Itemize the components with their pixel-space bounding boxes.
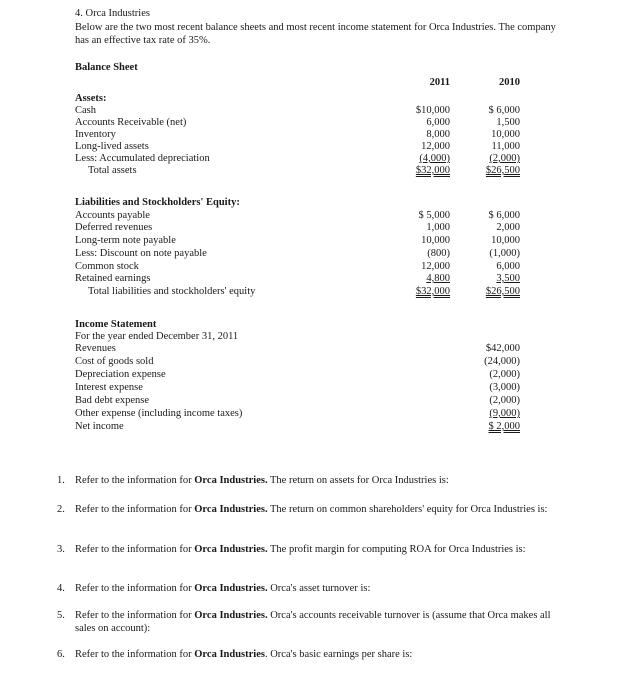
net-income-value: $ 2,000 xyxy=(488,421,520,432)
question-text: Orca's asset turnover is: xyxy=(267,583,371,594)
question-company: Orca Industries xyxy=(194,649,265,660)
question-company: Orca Industries. xyxy=(194,504,268,515)
liability-2011: 1,000 xyxy=(426,222,450,233)
income-label: Interest expense xyxy=(75,382,143,393)
liability-2010: (1,000) xyxy=(489,248,520,259)
total-assets-2010: $26,500 xyxy=(485,165,520,176)
question-company: Orca Industries. xyxy=(194,475,268,486)
problem-heading: 4. Orca Industries xyxy=(75,8,150,19)
question-number: 4. xyxy=(57,583,65,594)
asset-2010: 11,000 xyxy=(491,141,520,152)
asset-label: Cash xyxy=(75,105,96,116)
liability-2010: 2,000 xyxy=(496,222,520,233)
income-label: Depreciation expense xyxy=(75,369,166,380)
asset-2011: (4,000) xyxy=(419,153,450,164)
asset-label: Inventory xyxy=(75,129,116,140)
income-value: (3,000) xyxy=(489,382,520,393)
balance-sheet-title: Balance Sheet xyxy=(75,62,138,73)
income-value: (9,000) xyxy=(489,408,520,419)
total-assets-label: Total assets xyxy=(88,165,137,176)
income-value: (2,000) xyxy=(489,369,520,380)
question-number: 2. xyxy=(57,504,65,515)
question-text: The return on assets for Orca Industries is: xyxy=(267,475,449,486)
asset-label: Long-lived assets xyxy=(75,141,149,152)
question-company: Orca Industries. xyxy=(194,544,268,555)
asset-label: Accounts Receivable (net) xyxy=(75,117,187,128)
liability-2010: 10,000 xyxy=(491,235,520,246)
total-liabilities-2011: $32,000 xyxy=(415,286,450,297)
income-statement-period: For the year ended December 31, 2011 xyxy=(75,331,239,342)
liability-label: Deferred revenues xyxy=(75,222,153,233)
assets-header: Assets: xyxy=(75,93,107,104)
income-statement-title: Income Statement xyxy=(75,319,157,330)
question-company: Orca Industries. xyxy=(194,583,268,594)
problem-intro: Below are the two most recent balance sheets and most recent income statement for Orca Industries. The company has an effective tax rate of 35%. xyxy=(75,22,556,46)
income-value: (2,000) xyxy=(489,395,520,406)
question-prefix: Refer to the information for xyxy=(75,649,195,660)
income-label: Revenues xyxy=(75,343,116,354)
question-prefix: Refer to the information for xyxy=(75,544,195,555)
asset-2010: (2,000) xyxy=(489,153,520,164)
question-text: Orca's accounts receivable turnover is (assume that Orca makes all sales on account): xyxy=(75,610,551,634)
total-liabilities-label: Total liabilities and stockholders' equity xyxy=(88,286,256,297)
total-liabilities-2010: $26,500 xyxy=(485,286,520,297)
question-text: The profit margin for computing ROA for Orca Industries is: xyxy=(267,544,526,555)
asset-2011: 12,000 xyxy=(421,141,450,152)
asset-2011: 6,000 xyxy=(426,117,450,128)
asset-2011: $10,000 xyxy=(415,105,450,116)
asset-2010: $ 6,000 xyxy=(488,105,520,116)
income-value: $42,000 xyxy=(485,343,520,354)
liability-2011: 12,000 xyxy=(421,261,450,272)
liability-2010: $ 6,000 xyxy=(488,210,520,221)
liability-label: Retained earnings xyxy=(75,273,151,284)
net-income-label: Net income xyxy=(75,421,124,432)
liability-label: Less: Discount on note payable xyxy=(75,248,207,259)
liability-2011: (800) xyxy=(427,248,450,259)
year-2010-header: 2010 xyxy=(499,77,520,88)
question-prefix: Refer to the information for xyxy=(75,583,195,594)
liabilities-header: Liabilities and Stockholders' Equity: xyxy=(75,197,240,208)
question-number: 3. xyxy=(57,544,65,555)
liability-2011: 4,800 xyxy=(426,273,450,284)
question-text: The return on common shareholders' equity for Orca Industries is: xyxy=(267,504,548,515)
question-prefix: Refer to the information for xyxy=(75,504,195,515)
asset-2011: 8,000 xyxy=(426,129,450,140)
question-company: Orca Industries. xyxy=(194,610,268,621)
liability-label: Long-term note payable xyxy=(75,235,176,246)
total-assets-2011: $32,000 xyxy=(415,165,450,176)
income-label: Cost of goods sold xyxy=(75,356,154,367)
liability-2010: 6,000 xyxy=(496,261,520,272)
liability-2011: $ 5,000 xyxy=(418,210,450,221)
asset-2010: 10,000 xyxy=(491,129,520,140)
asset-label: Less: Accumulated depreciation xyxy=(75,153,210,164)
income-value: (24,000) xyxy=(484,356,520,367)
question-number: 1. xyxy=(57,475,65,486)
question-prefix: Refer to the information for xyxy=(75,610,195,621)
year-2011-header: 2011 xyxy=(429,77,450,88)
question-prefix: Refer to the information for xyxy=(75,475,195,486)
asset-2010: 1,500 xyxy=(496,117,520,128)
question-number: 5. xyxy=(57,610,65,621)
liability-2010: 3,500 xyxy=(496,273,520,284)
liability-label: Accounts payable xyxy=(75,210,150,221)
liability-label: Common stock xyxy=(75,261,139,272)
liability-2011: 10,000 xyxy=(421,235,450,246)
income-label: Other expense (including income taxes) xyxy=(75,408,243,419)
question-text: . Orca's basic earnings per share is: xyxy=(264,649,413,660)
income-label: Bad debt expense xyxy=(75,395,150,406)
question-number: 6. xyxy=(57,649,65,660)
